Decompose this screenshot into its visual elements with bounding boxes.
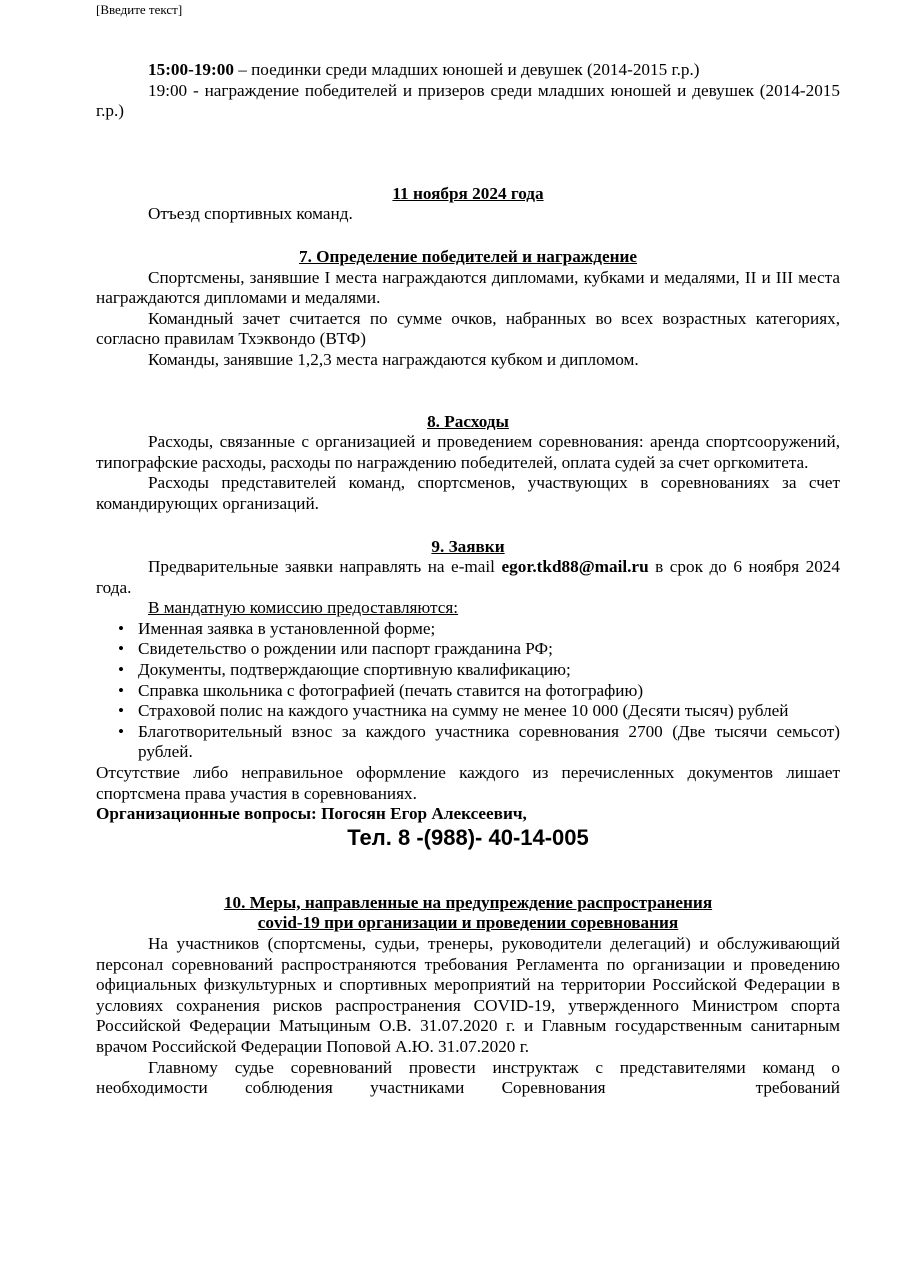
section-7-p3: Команды, занявшие 1,2,3 места награждаются кубком и дипломом. xyxy=(148,349,639,369)
section-10-p2-end: требований xyxy=(755,1078,840,1098)
section-10-p2-start: Главному судье соревнований провести инструктаж с представителями команд о необходимости соблюдения участниками Соревнования xyxy=(96,1057,840,1098)
section-9-list-title: В мандатную комиссию предоставляются: xyxy=(148,598,459,618)
schedule-line-1-text: – поединки среди младших юношей и девушек (2014-2015 г.р.) xyxy=(233,60,700,79)
section-8-p2: Расходы представителей команд, спортсменов, участвующих в соревнованиях за счет командирующих организаций. xyxy=(96,473,840,513)
day-text: Отъезд спортивных команд. xyxy=(148,204,353,224)
list-item: • Справка школьника с фотографией (печать ставится на фотографию) xyxy=(138,681,840,702)
section-10-p2 xyxy=(96,1058,840,1099)
schedule-time: 15:00-19:00 xyxy=(148,60,234,79)
section-10-p1: На участников (спортсмены, судьи, тренеры, руководители делегаций) и обслуживающий персонал соревнований распространяются требования Регламента по организации и проведению официальных физкультурных и спортивных мероприятий на территории Российской Федерации в условиях сохранения рисков распространения COVID-19, утвержденного Министром спорта Российской Федерации Матыциным О.В. 31.07.2020 г. и Главным государственным санитарным врачом Российской Федерации Поповой А.Ю. 31.07.2020 г. xyxy=(96,934,840,1056)
header-placeholder: [Введите текст] xyxy=(96,2,183,17)
section-7-title: 7. Определение победителей и награждение xyxy=(298,246,638,266)
section-9-intro-after: в срок до 6 ноября 2024 года. xyxy=(96,557,840,597)
section-10-title-line-1: 10. Меры, направленные на предупреждение распространения xyxy=(223,892,713,912)
list-item: • Свидетельство о рождении или паспорт гражданина РФ; xyxy=(138,639,840,660)
list-item: • Благотворительный взнос за каждого участника соревнования 2700 (Две тысячи семьсот) рублей. xyxy=(138,722,840,763)
day-date-heading: 11 ноября 2024 года xyxy=(392,183,544,203)
section-7-p2: Командный зачет считается по сумме очков, набранных во всех возрастных категориях, согласно правилам Тхэквондо (ВТФ) xyxy=(96,308,840,349)
org-contact-text: Организационные вопросы: Погосян Егор Алексеевич, xyxy=(96,804,527,824)
section-7-p1: Спортсмены, занявшие I места награждаются дипломами, кубками и медалями, II и III места награждаются дипломами и медалями. xyxy=(96,267,840,308)
section-8-p1: Расходы, связанные с организацией и проведением соревнования: аренда спортсооружений, типографские расходы, расходы по награждению победителей, оплата судей за счет оргкомитета. xyxy=(96,432,840,472)
list-item: • Именная заявка в установленной форме; xyxy=(138,619,840,640)
org-contact xyxy=(96,804,840,825)
document-body xyxy=(96,60,840,1099)
documents-list xyxy=(96,619,840,763)
section-10-title-line-2: covid-19 при организации и проведении соревнования xyxy=(257,913,679,933)
contact-email: egor.tkd88@mail.ru xyxy=(501,557,649,577)
section-9-title: 9. Заявки xyxy=(431,536,505,556)
section-9-absence: Отсутствие либо неправильное оформление каждого из перечисленных документов лишает спортсмена права участия в соревнованиях. xyxy=(96,763,840,803)
section-8-title: 8. Расходы xyxy=(427,411,509,431)
schedule-line-2: 19:00 - награждение победителей и призеров среди младших юношей и девушек (2014-2015 г.р.) xyxy=(96,80,840,121)
phone-number: Тел. 8 -(988)- 40-14-005 xyxy=(347,824,589,850)
section-9-intro xyxy=(96,557,840,598)
section-9-intro-before: Предварительные заявки направлять на e-mail xyxy=(148,557,502,577)
list-item: • Документы, подтверждающие спортивную квалификацию; xyxy=(138,660,840,681)
schedule-line-1 xyxy=(96,60,840,81)
list-item: • Страховой полис на каждого участника на сумму не менее 10 000 (Десяти тысяч) рублей xyxy=(138,701,840,722)
